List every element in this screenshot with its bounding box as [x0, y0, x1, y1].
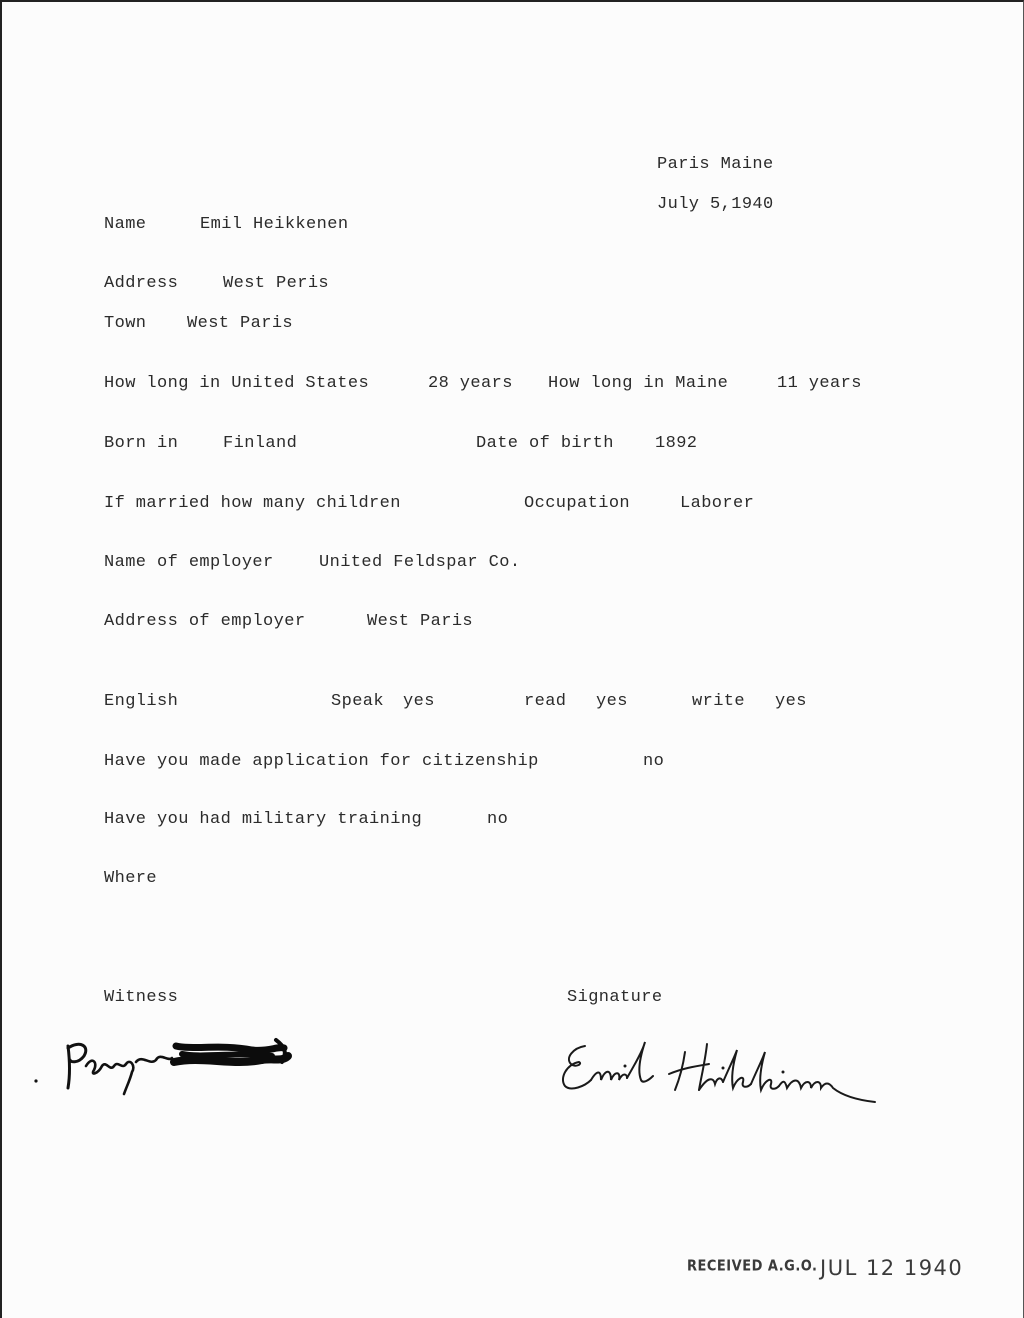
employer-label: Name of employer [104, 553, 274, 572]
date-text: July 5,1940 [657, 195, 774, 214]
employer-address-value: West Paris [367, 612, 474, 631]
military-label: Have you had military training [104, 810, 423, 829]
maine-duration-label: How long in Maine [548, 374, 729, 393]
dob-value: 1892 [655, 434, 698, 453]
english-label: English [104, 692, 179, 711]
read-value: yes [596, 692, 628, 711]
employer-address-label: Address of employer [104, 612, 306, 631]
received-stamp-date: JUL 12 1940 [820, 1256, 964, 1280]
us-duration-value: 28 years [428, 374, 513, 393]
witness-label: Witness [104, 988, 179, 1007]
citizenship-value: no [643, 752, 665, 771]
town-value: West Paris [187, 314, 294, 333]
address-value: West Peris [223, 274, 330, 293]
speak-value: yes [403, 692, 435, 711]
occupation-label: Occupation [524, 494, 631, 513]
maine-duration-value: 11 years [777, 374, 862, 393]
name-label: Name [104, 215, 147, 234]
employer-value: United Feldspar Co. [319, 553, 521, 572]
write-label: write [692, 692, 746, 711]
born-label: Born in [104, 434, 179, 453]
write-value: yes [775, 692, 807, 711]
children-label: If married how many children [104, 494, 401, 513]
town-label: Town [104, 314, 147, 333]
where-label: Where [104, 869, 158, 888]
read-label: read [524, 692, 567, 711]
place-text: Paris Maine [657, 155, 774, 174]
received-stamp-text: RECEIVED A.G.O. [687, 1257, 818, 1276]
name-value: Emil Heikkenen [200, 215, 349, 234]
applicant-signature [557, 1034, 882, 1119]
born-value: Finland [223, 434, 298, 453]
citizenship-label: Have you made application for citizenship [104, 752, 539, 771]
address-label: Address [104, 274, 179, 293]
us-duration-label: How long in United States [104, 374, 370, 393]
occupation-value: Laborer [680, 494, 755, 513]
signature-label: Signature [567, 988, 663, 1007]
dob-label: Date of birth [476, 434, 614, 453]
witness-signature [32, 1032, 302, 1102]
speak-label: Speak [331, 692, 385, 711]
military-value: no [487, 810, 509, 829]
